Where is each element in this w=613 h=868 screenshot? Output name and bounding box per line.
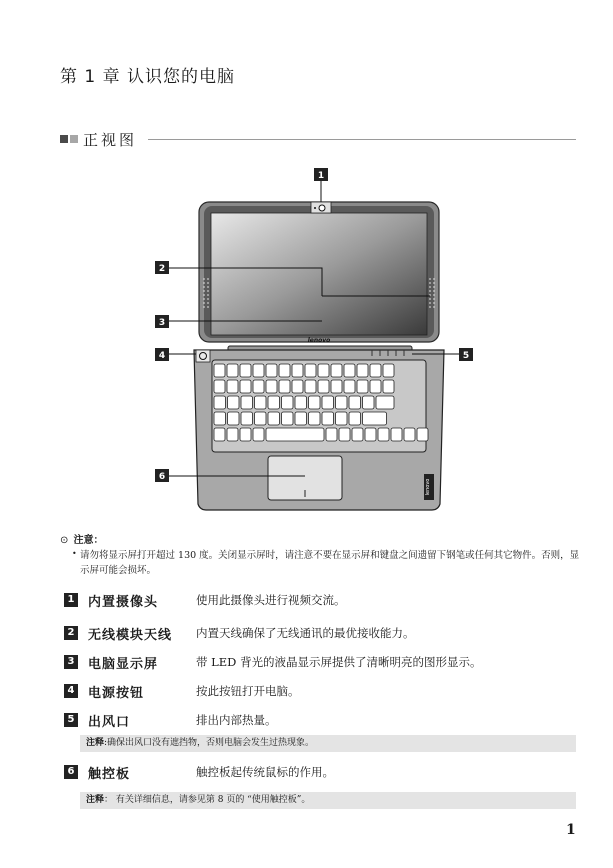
- item-name: 触控板: [88, 767, 131, 782]
- keyboard-key: [228, 412, 240, 425]
- page-number: 1: [566, 822, 576, 838]
- note-label: 注释: [86, 738, 105, 748]
- keyboard-key: [383, 364, 394, 377]
- keyboard-key: [378, 428, 389, 441]
- note-header: [60, 531, 103, 546]
- item-desc: 触控板起传统鼠标的作用。: [196, 765, 334, 779]
- keyboard-key: [227, 380, 238, 393]
- keyboard-key: [322, 396, 334, 409]
- item-number: 2: [64, 626, 78, 640]
- keyboard-key: [292, 380, 303, 393]
- keyboard-key: [214, 396, 226, 409]
- keyboard-key: [344, 364, 355, 377]
- keyboard-key: [240, 428, 251, 441]
- keyboard-key: [268, 412, 280, 425]
- keyboard-key: [214, 364, 225, 377]
- item-number: 4: [64, 684, 78, 698]
- callout-2-label: 2: [158, 264, 166, 274]
- keyboard-key: [376, 396, 394, 409]
- keyboard-key: [240, 380, 251, 393]
- note-circle-icon: ⊙: [60, 535, 69, 546]
- keyboard-key: [255, 412, 267, 425]
- keyboard-key: [292, 364, 303, 377]
- keyboard-key: [266, 428, 324, 441]
- keyboard-key: [357, 380, 368, 393]
- section-header: [60, 129, 576, 151]
- keyboard-key: [344, 380, 355, 393]
- keyboard-key: [357, 364, 368, 377]
- callout-3-label: 3: [158, 318, 166, 328]
- keyboard-key: [305, 364, 316, 377]
- keyboard-key: [336, 396, 348, 409]
- note-title: 注意：: [73, 535, 104, 546]
- laptop-front-view-figure: [0, 160, 613, 520]
- keyboard-key: [336, 412, 348, 425]
- section-square-dark-icon: [60, 135, 68, 143]
- keyboard-key: [240, 364, 251, 377]
- camera-lens-icon: [319, 205, 325, 211]
- power-button: [196, 350, 210, 362]
- keyboard-key: [279, 364, 290, 377]
- keyboard-key: [228, 396, 240, 409]
- keyboard-key: [318, 364, 329, 377]
- keyboard-key: [305, 380, 316, 393]
- keyboard-key: [331, 364, 342, 377]
- keyboard-key: [370, 380, 381, 393]
- keyboard-key: [404, 428, 415, 441]
- keyboard-key: [331, 380, 342, 393]
- keyboard-key: [266, 380, 277, 393]
- item-name: 电脑显示屏: [88, 657, 159, 672]
- keyboard-key: [227, 364, 238, 377]
- item-name: 无线模块天线: [88, 628, 173, 643]
- chapter-title: 第 1 章 认识您的电脑: [60, 67, 236, 87]
- keyboard-key: [227, 428, 238, 441]
- display-screen: [211, 213, 427, 335]
- item-desc: 使用此摄像头进行视频交流。: [196, 593, 346, 607]
- section-divider: [148, 139, 576, 140]
- keyboard-key: [363, 412, 387, 425]
- keyboard-key: [279, 380, 290, 393]
- keyboard-key: [268, 396, 280, 409]
- keyboard-key: [282, 396, 294, 409]
- keyboard-key: [214, 412, 226, 425]
- item-number: 6: [64, 765, 78, 779]
- note-bar-text: :确保出风口没有遮挡物，否则电脑会发生过热现象。: [104, 738, 315, 748]
- keyboard-key: [214, 380, 225, 393]
- keyboard-key: [318, 380, 329, 393]
- keyboard-key: [365, 428, 376, 441]
- item-desc: 按此按钮打开电脑。: [196, 684, 300, 698]
- keyboard-key: [383, 380, 394, 393]
- keyboard-key: [241, 396, 253, 409]
- keyboard-key: [417, 428, 428, 441]
- keyboard-key: [214, 428, 225, 441]
- keyboard-key: [309, 412, 321, 425]
- keyboard-key: [295, 396, 307, 409]
- item-name: 内置摄像头: [88, 595, 159, 610]
- keyboard-key: [370, 364, 381, 377]
- keyboard-key: [253, 380, 264, 393]
- keyboard-key: [363, 396, 375, 409]
- keyboard-key: [295, 412, 307, 425]
- item-number: 5: [64, 713, 78, 727]
- item-desc: 带 LED 背光的液晶显示屏提供了清晰明亮的图形显示。: [196, 655, 482, 669]
- item-name: 电源按钮: [88, 686, 145, 701]
- keyboard-key: [339, 428, 350, 441]
- item-number: 1: [64, 593, 78, 607]
- note-bar-text: ： 有关详细信息，请参见第 8 页的 “使用触控板”。: [104, 795, 311, 805]
- callout-5-label: 5: [462, 351, 470, 361]
- item-number: 3: [64, 655, 78, 669]
- keyboard-key: [352, 428, 363, 441]
- keyboard-key: [253, 364, 264, 377]
- keyboard-key: [255, 396, 267, 409]
- note-label: 注释: [86, 795, 105, 805]
- note-bullet: •: [72, 549, 77, 558]
- keyboard-key: [266, 364, 277, 377]
- palmrest-brand-logo: lenovo: [425, 478, 431, 496]
- keyboard-key: [309, 396, 321, 409]
- keyboard-key: [282, 412, 294, 425]
- section-title: 正视图: [83, 131, 138, 149]
- item-desc: 内置天线确保了无线通讯的最优接收能力。: [196, 626, 415, 640]
- callout-6-label: 6: [158, 472, 166, 482]
- note-text: 请勿将显示屏打开超过 130 度。关闭显示屏时，请注意不要在显示屏和键盘之间遗留下钢笔或任何其它物件。否则，显示屏可能会损坏。: [80, 550, 580, 576]
- keyboard-key: [241, 412, 253, 425]
- note-bar-touchpad: [80, 792, 576, 809]
- keyboard-key: [391, 428, 402, 441]
- item-name: 出风口: [88, 715, 131, 730]
- keyboard-key: [326, 428, 337, 441]
- keyboard-key: [253, 428, 264, 441]
- item-desc: 排出内部热量。: [196, 713, 277, 727]
- callout-1-label: 1: [317, 171, 325, 181]
- keyboard-key: [349, 412, 361, 425]
- note-bar-vent: [80, 735, 576, 752]
- callout-4-label: 4: [158, 351, 166, 361]
- screen-brand-logo: lenovo: [307, 337, 331, 344]
- keyboard-key: [349, 396, 361, 409]
- section-square-light-icon: [70, 135, 78, 143]
- keyboard-key: [322, 412, 334, 425]
